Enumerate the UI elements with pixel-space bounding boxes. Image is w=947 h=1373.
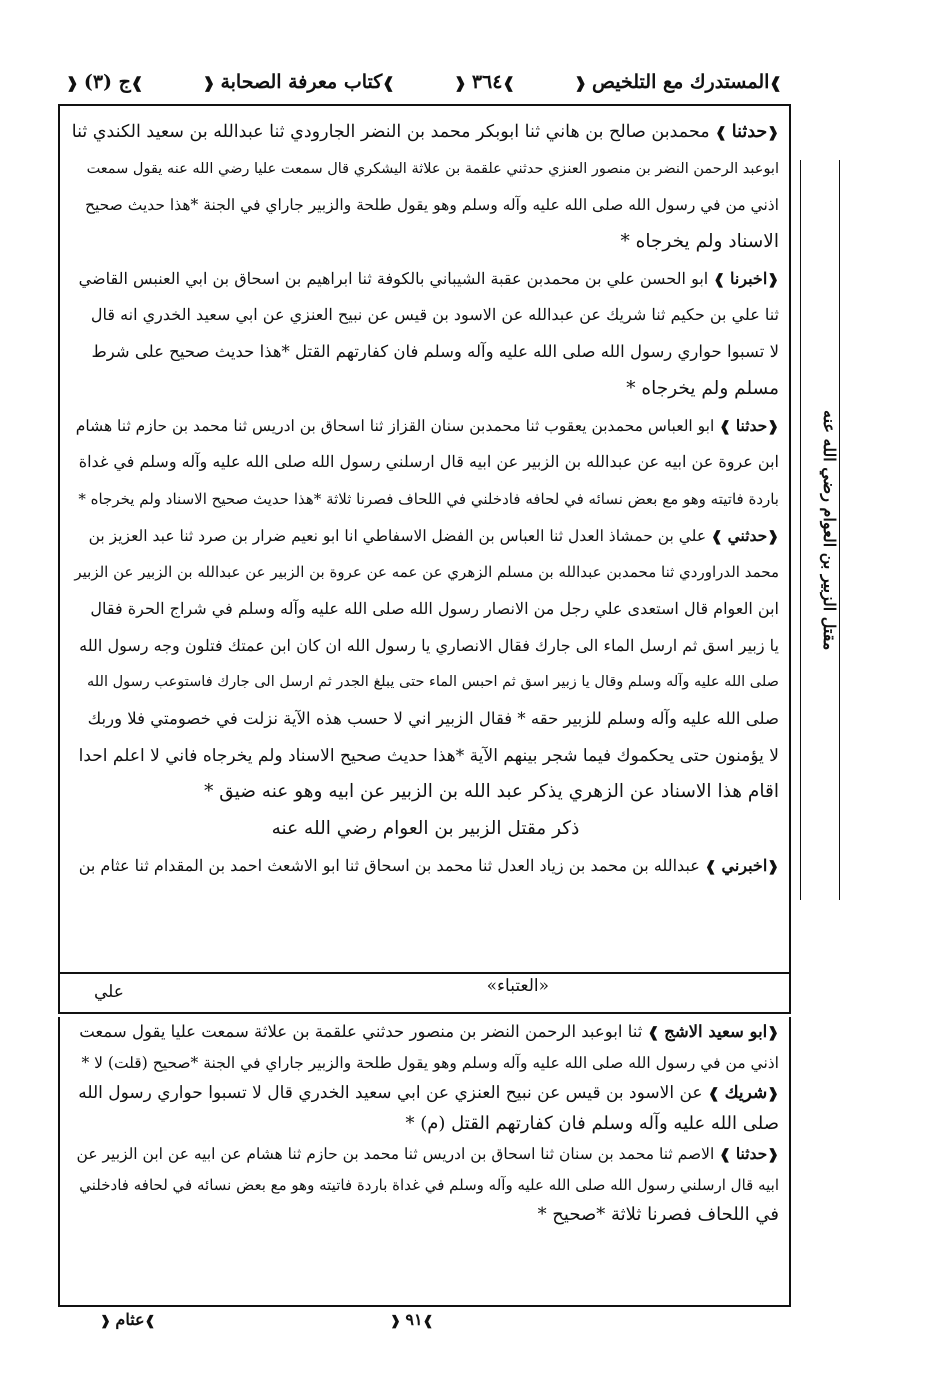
talkhees-line [72,1139,779,1170]
text-line [72,151,779,188]
text-line [72,518,779,555]
talkhees-line [72,1200,779,1231]
line-text: صلى الله عليه وآله وسلم فان كفارتهم القتل (م) * [405,1112,779,1134]
narration-keyword: ❰ اخبرنا ❱ [713,269,779,288]
text-line [72,664,779,701]
text-line [72,554,779,591]
text-line [72,261,779,298]
line-text: صلى الله عليه وآله وسلم وقال يا زبير اسق ثم احبس الماء حتى يبلغ الجدر ثم ارسل الى جارك فاستوعب رسول الله [86,674,779,691]
line-text: يا زبير اسق ثم ارسل الماء الى جارك فقال الانصاري يا رسول الله ان كان ابن عمتك فتلون وجه رسول الله [79,635,779,655]
line-text: محمدبن صالح بن هاني ثنا ابوبكر محمد بن النضر الجارودي ثنا عبدالله بن سعيد الكندي ثنا [72,122,710,142]
line-text: صلى الله عليه وآله وسلم للزبير حقه * فقال الزبير اني لا حسب هذه الآية نزلت في خصومتي فلا وربك [87,709,779,728]
text-line [72,334,779,371]
line-text: ابوعبد الرحمن النضر بن منصور العنزي حدثني علقمة بن علاثة اليشكري قال سمعت عليا رضي الله عنه يقول سمعت [86,160,779,177]
volume-label: ❱ ج (٣) ❰ [66,71,143,93]
running-head [66,62,782,102]
narration-keyword: ❰ ابو سعيد الاشج ❱ [648,1022,779,1041]
side-margin-title: مقتل الزبير بن العوام رضي الله عنه [800,160,840,900]
text-line [72,371,779,408]
line-text: ابن عروة عن ابيه عن عبدالله بن الزبير عن ابيه قال ارسلني رسول الله صلى الله عليه وآله وسلم في غداة [78,452,779,472]
text-line [72,444,779,481]
text-line [72,408,779,445]
text-line [72,591,779,628]
line-text: اقام هذا الاسناد عن الزهري يذكر عبد الله بن الزبير عن ابيه وهو عنه ضيق * [204,781,779,803]
line-text: ابيه قال ارسلني رسول الله صلى الله عليه وآله وسلم في غداة باردة فاتيته وهو مع بعض نسائه في لحافه فادخلني [79,1175,779,1194]
footnote-variant: «العتباء» [486,976,549,996]
talkhees-line [72,1078,779,1109]
text-line [72,297,779,334]
talkhees-line [72,1017,779,1048]
line-text: عن الاسود بن قيس عن نبيح العنزي عن ابي سعيد الخدري قال لا تسبوا حواري رسول الله [78,1083,703,1103]
chapter-title: ❱ كتاب معرفة الصحابة ❰ [203,71,395,93]
main-text-block [58,104,791,974]
line-text: لا يؤمنون حتى يحكموك فيما شجر بينهم الآية *هذا حديث صحيح الاسناد ولم يخرجاه فاني لا اعلم احدا [78,745,779,766]
text-line [72,224,779,261]
narration-keyword: ❰ حدثني ❱ [711,526,779,545]
talkhees-line [72,1109,779,1140]
line-text: علي بن حمشاذ العدل ثنا العباس بن الفضل الاسفاطي انا ابو نعيم ضرار بن صرد ثنا عبد العزيز بن [88,526,707,545]
line-text: محمد الدراوردي ثنا محمدبن عبدالله بن مسلم الزهري عن عمه عن عروة بن الزبير عن عبدالله بن الزبير عن الزبير [74,563,779,582]
narration-keyword: ❰ اخبرني ❱ [705,856,779,875]
line-text: ابو الحسن علي بن محمدبن عقبة الشيباني بالكوفة ثنا ابراهيم بن اسحاق بن ابي العنبس القاضي [78,268,709,288]
text-line [72,774,779,811]
narration-keyword: ❰ حدثنا ❱ [719,1144,779,1163]
line-text: ابن العوام قال استعدى علي رجل من الانصار رسول الله صلى الله عليه وآله وسلم في شراج الحرة فقال [90,598,779,618]
line-text: لا تسبوا حواري رسول الله صلى الله عليه وآله وسلم فان كفارتهم القتل *هذا حديث صحيح على شرط [91,342,779,362]
line-text: ثنا علي بن حكيم ثنا شريك عن عبدالله عن الاسود بن قيس عن نبيح العنزي عن ابي سعيد الخدري انه قال [90,305,779,325]
line-text: باردة فاتيته وهو مع بعض نسائه في لحافه فادخلني في اللحاف فصرنا ثلاثة *هذا حديث صحيح الاسناد ولم يخرجاه * [78,489,779,508]
text-line [72,187,779,224]
line-text: اذني من في رسول الله صلى الله عليه وآله وسلم وهو يقول طلحة والزبير جاراي في الجنة *هذا حديث صحيح [84,196,779,215]
page-footer [100,1310,600,1340]
line-text: مسلم ولم يخرجاه * [626,377,779,399]
catchword: ❱ عثام ❰ [100,1310,155,1329]
line-text: ثنا ابوعبد الرحمن النضر بن منصور حدثني علقمة بن علاثة سمعت عليا يقول سمعت [79,1022,643,1041]
line-text: ذكر مقتل الزبير بن العوام رضي الله عنه [271,818,580,840]
text-line [72,848,779,885]
text-line [72,701,779,738]
text-line [72,738,779,775]
line-text: الاسناد ولم يخرجاه * [620,231,779,253]
footnote-word: علي [94,982,124,1002]
line-text: الاصم ثنا محمد بن سنان ثنا اسحاق بن ادريس ثنا محمد بن حازم ثنا هشام عن ابيه عن ابن الزبير عن [76,1145,715,1163]
book-title: ❱ المستدرك مع التلخيص ❰ [574,71,782,93]
line-text: في اللحاف فصرنا ثلاثة *صحيح * [537,1204,779,1225]
signature-mark: ❱ ٩١ ❰ [390,1310,434,1329]
talkhees-block [58,1017,791,1307]
text-line [72,811,779,848]
line-text: ابو العباس محمدبن يعقوب ثنا محمدبن سنان القزاز ثنا اسحاق بن ادريس ثنا محمد بن حازم ثنا هشام [75,416,715,435]
talkhees-line [72,1048,779,1079]
line-text: عبدالله بن محمد بن زياد العدل ثنا محمد بن اسحاق ثنا ابو الاشعث احمد بن المقدام ثنا عثام بن [78,855,700,875]
footnote-row [58,974,791,1014]
narration-keyword: ❰ حدثنا ❱ [715,122,779,142]
line-text: اذني من في رسول الله صلى الله عليه وآله وسلم وهو يقول طلحة والزبير جاراي في الجنة *صحيح (قلت) لا * [81,1053,779,1072]
page-number: ❱ ٣٦٤ ❰ [454,71,515,93]
narration-keyword: ❰ شريك ❱ [708,1083,779,1103]
narration-keyword: ❰ حدثنا ❱ [719,416,779,435]
text-line [72,481,779,518]
talkhees-line [72,1170,779,1201]
text-line [72,114,779,151]
text-line [72,628,779,665]
